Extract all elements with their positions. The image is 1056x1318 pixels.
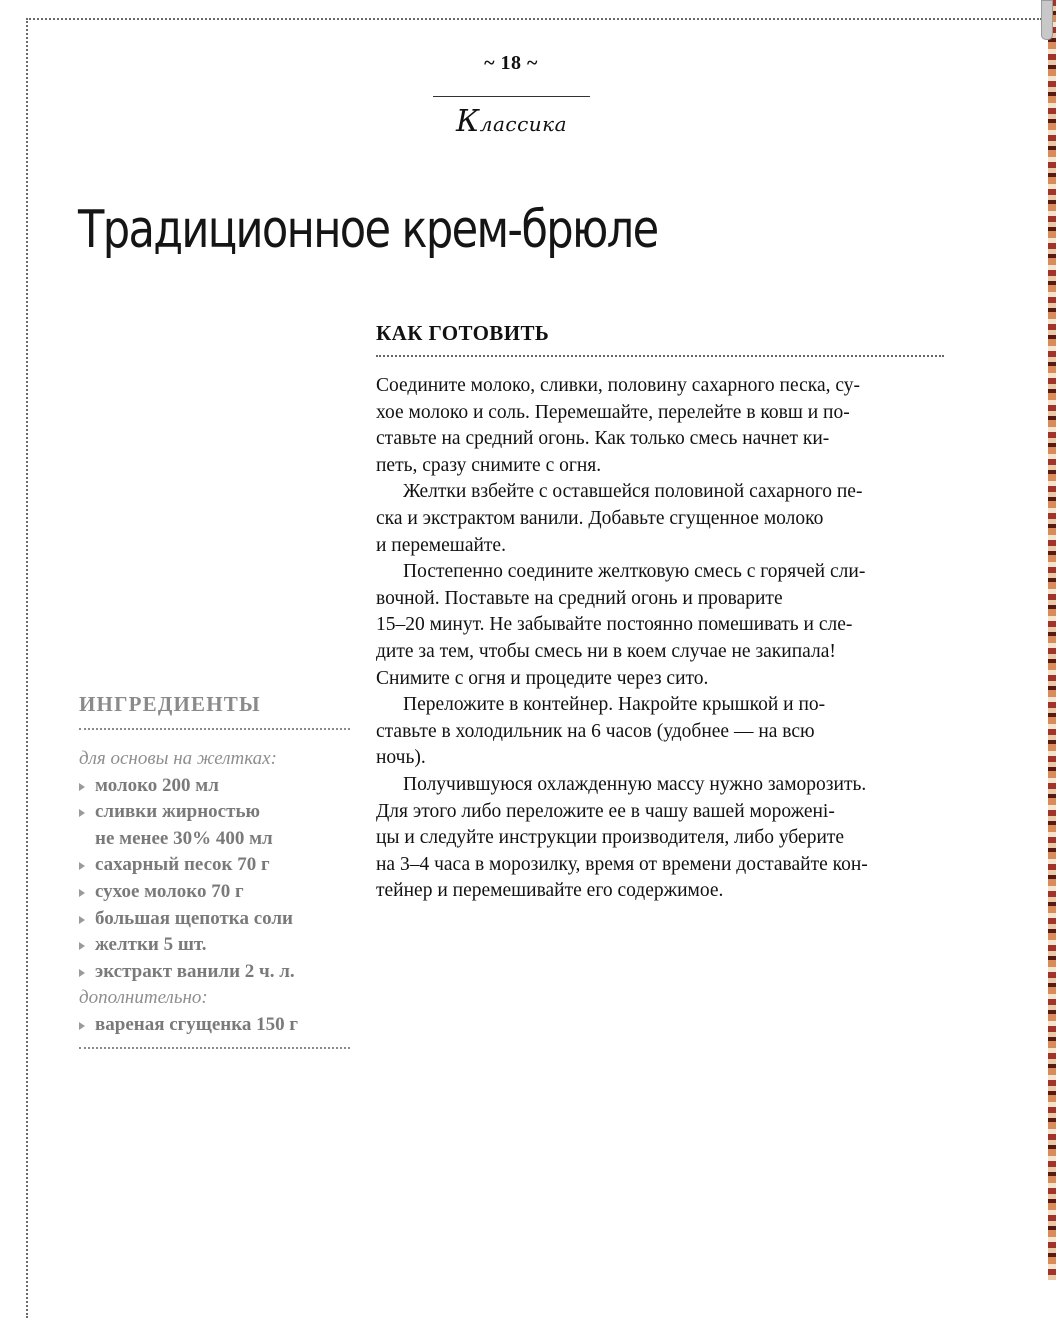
ingredients-heading: ИНГРЕДИЕНТЫ [79, 692, 261, 716]
section-divider [433, 96, 590, 97]
method-divider [376, 355, 944, 357]
ingredient-item: экстракт ванили 2 ч. л. [79, 959, 369, 986]
method-line: Для этого либо переложите ее в чашу вашей мороженi- [376, 800, 835, 822]
ingredient-item: сливки жирностью [79, 799, 369, 826]
ingredient-item: сухое молоко 70 г [79, 879, 369, 906]
bullet-arrow-icon [79, 969, 85, 977]
method-line: хое молоко и соль. Перемешайте, перелейте в ковш и по- [376, 401, 850, 423]
method-line: Соедините молоко, сливки, половину сахарного песка, су- [376, 375, 860, 396]
method-line: и перемешайте. [376, 534, 506, 556]
ingredient-item: большая щепотка соли [79, 906, 369, 933]
adjacent-page-edge [1048, 0, 1056, 1280]
ingredients-subheading: дополнительно: [79, 987, 208, 1009]
method-line: Переложите в контейнер. Накройте крышкой и по- [403, 694, 826, 716]
method-line: тейнер и перемешивайте его содержимое. [376, 880, 724, 902]
ingredient-item: сахарный песок 70 г [79, 852, 369, 879]
ingredients-list [79, 746, 369, 1039]
section-rest: лассика [479, 112, 568, 136]
method-line: Постепенно соедините желтковую смесь с горячей сли- [403, 561, 866, 583]
ingredient-item-continuation: не менее 30% 400 мл [95, 827, 273, 849]
scrollbar-thumb[interactable] [1041, 0, 1053, 40]
method-line: ставьте в холодильник на 6 часов (удобнее — на всю [376, 720, 815, 742]
method-line: ночь). [376, 747, 426, 769]
ingredient-item: молоко 200 мл [79, 773, 369, 800]
method-text [376, 373, 944, 905]
ingredients-divider-top [79, 728, 350, 730]
method-line: Желтки взбейте с оставшейся половиной сахарного пе- [403, 481, 863, 503]
method-line: Получившуюся охлажденную массу нужно заморозить. [403, 773, 867, 795]
ingredients-subheading: для основы на желтках: [79, 748, 277, 769]
bullet-arrow-icon [79, 783, 85, 791]
ingredient-item: желтки 5 шт. [79, 932, 369, 959]
method-line: 15–20 минут. Не забывайте постоянно помешивать и сле- [376, 614, 853, 636]
method-heading: КАК ГОТОВИТЬ [376, 321, 550, 345]
method-line: на 3–4 часа в морозилку, время от времени доставайте кон- [376, 853, 868, 875]
recipe-title: Традиционное крем-брюле [78, 200, 658, 260]
section-name [456, 104, 567, 139]
method-line: вочной. Поставьте на средний огонь и проварите [376, 587, 783, 609]
method-line: ска и экстрактом ванили. Добавьте сгущенное молоко [376, 507, 824, 529]
method-line: цы и следуйте инструкции производителя, либо уберите [376, 827, 845, 849]
bullet-arrow-icon [79, 1022, 85, 1030]
bullet-arrow-icon [79, 809, 85, 817]
method-line: Снимите с огня и процедите через сито. [376, 667, 709, 689]
method-line: петь, сразу снимите с огня. [376, 454, 602, 476]
ingredient-item: вареная сгущенка 150 г [79, 1012, 369, 1039]
bullet-arrow-icon [79, 889, 85, 897]
method-line: дите за тем, чтобы смесь ни в коем случае не закипала! [376, 640, 836, 662]
page-number: ~ 18 ~ [484, 52, 538, 74]
bullet-arrow-icon [79, 862, 85, 870]
bullet-arrow-icon [79, 942, 85, 950]
method-line: ставьте на средний огонь. Как только смесь начнет ки- [376, 428, 830, 450]
bullet-arrow-icon [79, 916, 85, 924]
section-initial: К [456, 104, 480, 139]
ingredients-divider-bottom [79, 1047, 350, 1049]
